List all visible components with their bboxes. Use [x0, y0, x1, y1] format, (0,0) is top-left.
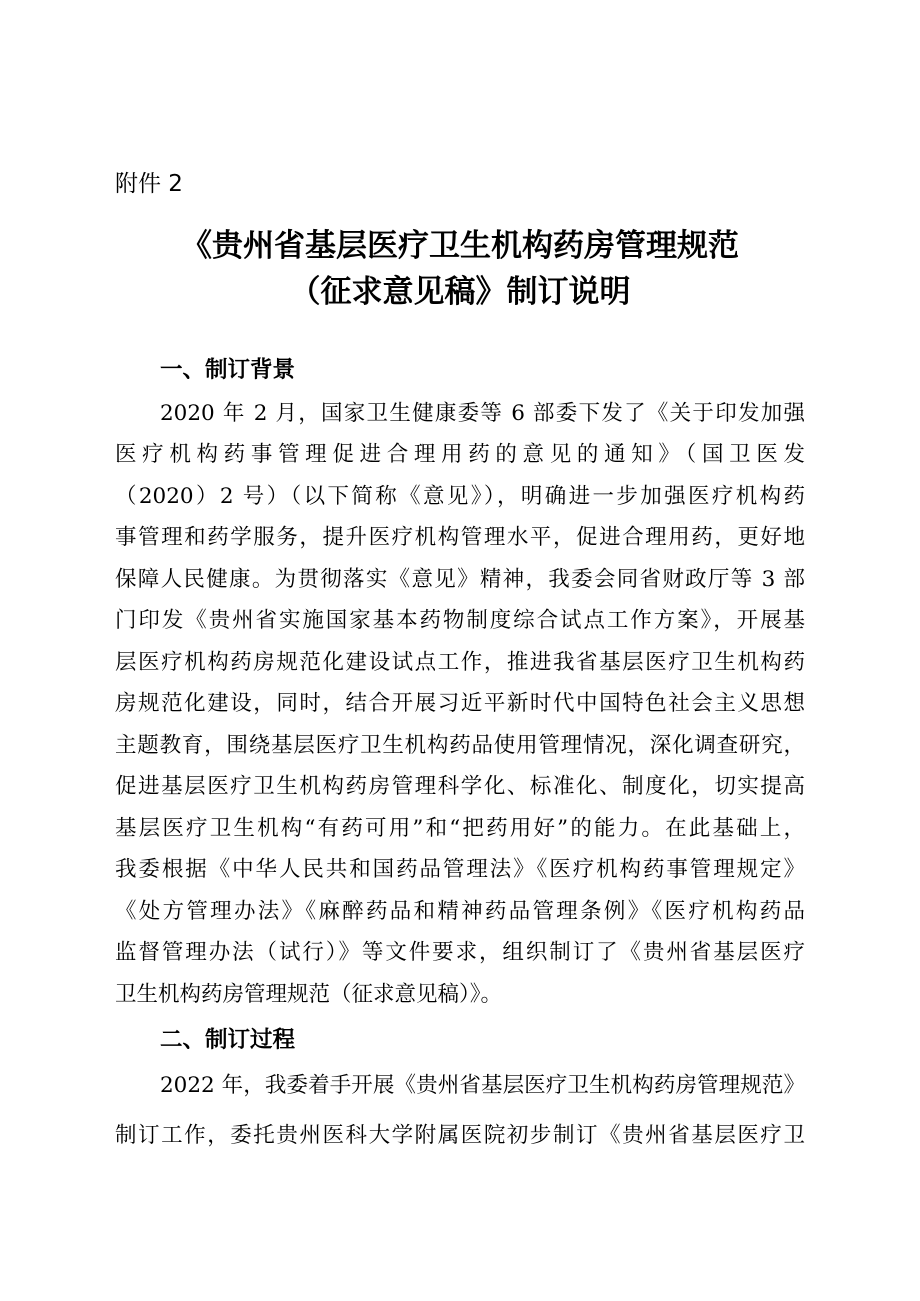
paragraph-line: 2022 年，我委着手开展《贵州省基层医疗卫生机构药房管理规范》: [160, 1073, 805, 1098]
paragraph-line: （2020）2 号）（以下简称《意见》），明确进一步加强医疗机构药: [115, 484, 805, 509]
paragraph-line: 监督管理办法（试行）》等文件要求，组织制订了《贵州省基层医疗: [115, 940, 805, 965]
paragraph-line: 我委根据《中华人民共和国药品管理法》《医疗机构药事管理规定》: [115, 857, 805, 882]
paragraph-line: 医疗机构药事管理促进合理用药的意见的通知》（国卫医发: [115, 442, 805, 467]
paragraph-line: 保障人民健康。为贯彻落实《意见》精神，我委会同省财政厅等 3 部: [115, 567, 805, 592]
document-title-line-1: 《贵州省基层医疗卫生机构药房管理规范: [181, 228, 739, 264]
paragraph-line: 促进基层医疗卫生机构药房管理科学化、标准化、制度化，切实提高: [115, 774, 805, 799]
paragraph-line: 《处方管理办法》《麻醉药品和精神药品管理条例》《医疗机构药品: [115, 899, 805, 924]
section-heading-process: 二、制订过程: [160, 1027, 296, 1053]
paragraph-line: 层医疗机构药房规范化建设试点工作，推进我省基层医疗卫生机构药: [115, 650, 805, 675]
document-title-line-2: （征求意见稿》制订说明: [289, 274, 631, 310]
paragraph-line: 基层医疗卫生机构“有药可用”和“把药用好”的能力。在此基础上，: [115, 816, 805, 841]
paragraph-line: 2020 年 2 月，国家卫生健康委等 6 部委下发了《关于印发加强: [160, 401, 805, 426]
paragraph-line: 制订工作，委托贵州医科大学附属医院初步制订《贵州省基层医疗卫: [115, 1123, 805, 1148]
attachment-label: 附件 2: [115, 171, 183, 197]
section-heading-background: 一、制订背景: [160, 357, 296, 383]
paragraph-line: 房规范化建设，同时，结合开展习近平新时代中国特色社会主义思想: [115, 691, 805, 716]
paragraph-line: 主题教育，围绕基层医疗卫生机构药品使用管理情况，深化调查研究，: [115, 733, 805, 758]
paragraph-line: 门印发《贵州省实施国家基本药物制度综合试点工作方案》，开展基: [115, 608, 805, 633]
paragraph-line: 卫生机构药房管理规范（征求意见稿）》。: [115, 982, 503, 1007]
paragraph-line: 事管理和药学服务，提升医疗机构管理水平，促进合理用药，更好地: [115, 525, 805, 550]
